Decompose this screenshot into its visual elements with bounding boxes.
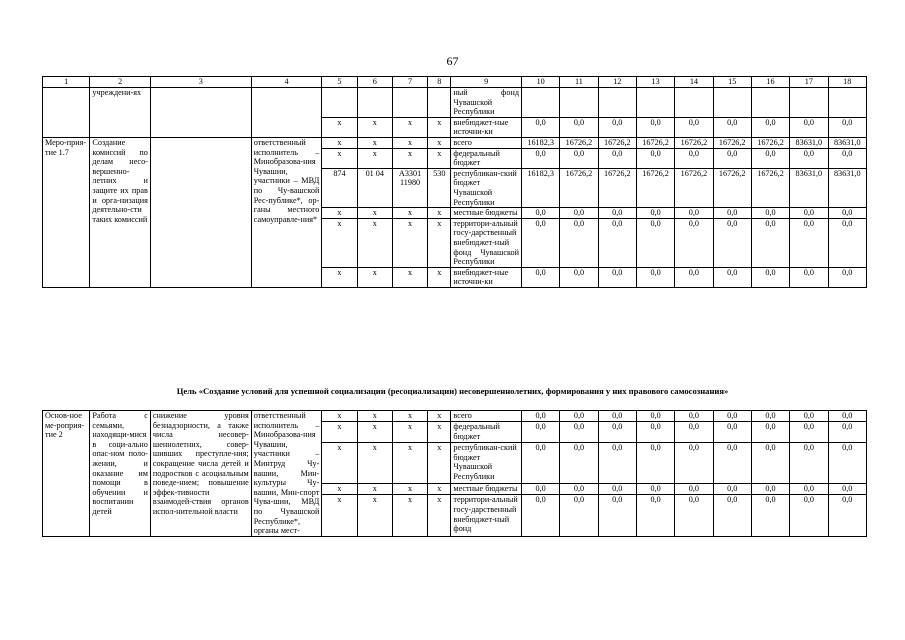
code-cell: 874 bbox=[322, 168, 357, 207]
value-cell: 0,0 bbox=[713, 484, 751, 495]
value-cell: 16182,3 bbox=[522, 137, 560, 148]
code-cell: x bbox=[428, 422, 451, 443]
code-cell: x bbox=[357, 148, 392, 168]
value-cell: 0,0 bbox=[751, 267, 789, 287]
results-cell bbox=[150, 137, 251, 287]
value-cell bbox=[522, 88, 560, 118]
value-cell: 0,0 bbox=[675, 267, 713, 287]
code-cell: x bbox=[428, 208, 451, 219]
value-cell: 0,0 bbox=[713, 443, 751, 484]
event-label-cell: Меро-прия-тие 1.7 bbox=[43, 137, 90, 287]
value-cell: 0,0 bbox=[751, 495, 789, 536]
code-cell: x bbox=[428, 137, 451, 148]
value-cell: 0,0 bbox=[828, 411, 867, 422]
value-cell: 0,0 bbox=[598, 148, 636, 168]
value-cell: 0,0 bbox=[751, 484, 789, 495]
code-cell: x bbox=[428, 117, 451, 137]
code-cell: x bbox=[392, 218, 427, 267]
code-cell: x bbox=[392, 411, 427, 422]
value-cell: 0,0 bbox=[636, 208, 674, 219]
header-cell: 18 bbox=[828, 77, 867, 88]
code-cell: x bbox=[357, 411, 392, 422]
code-cell: x bbox=[322, 422, 357, 443]
event-label-cell bbox=[43, 88, 90, 138]
value-cell: 0,0 bbox=[713, 495, 751, 536]
code-cell: x bbox=[428, 267, 451, 287]
source-cell: республикан-ский бюджет Чувашской Республики bbox=[451, 443, 522, 484]
value-cell bbox=[751, 88, 789, 118]
value-cell: 0,0 bbox=[828, 117, 867, 137]
event-label-cell: Основ-ное ме-роприя-тие 2 bbox=[43, 411, 90, 537]
code-cell: x bbox=[392, 443, 427, 484]
value-cell: 0,0 bbox=[828, 495, 867, 536]
value-cell: 0,0 bbox=[636, 218, 674, 267]
value-cell: 16182,3 bbox=[522, 168, 560, 207]
source-cell: ный фонд Чувашской Республики bbox=[451, 88, 522, 118]
code-cell: x bbox=[392, 267, 427, 287]
results-cell bbox=[150, 88, 251, 138]
value-cell: 83631,0 bbox=[790, 137, 828, 148]
value-cell: 0,0 bbox=[560, 148, 598, 168]
code-cell: x bbox=[392, 484, 427, 495]
results-cell: снижение уровня безнадзорности, а также числа несовер-шеннолетних, совер-шивших преступле-ния; сокращение числа детей и подростков с асоциальным поведе-нием; повышение эффек-тивности взаимодей-ствия органов испол-нительной власти bbox=[150, 411, 251, 537]
code-cell: x bbox=[392, 422, 427, 443]
value-cell: 0,0 bbox=[675, 422, 713, 443]
code-cell: x bbox=[428, 484, 451, 495]
header-cell: 11 bbox=[560, 77, 598, 88]
header-cell: 4 bbox=[251, 77, 322, 88]
code-cell bbox=[357, 88, 392, 118]
value-cell: 0,0 bbox=[713, 422, 751, 443]
value-cell: 0,0 bbox=[790, 422, 828, 443]
code-cell: x bbox=[357, 208, 392, 219]
value-cell: 0,0 bbox=[560, 117, 598, 137]
value-cell: 16726,2 bbox=[560, 168, 598, 207]
source-cell: внебюджет-ные источни-ки bbox=[451, 267, 522, 287]
value-cell bbox=[675, 88, 713, 118]
executor-cell: ответственный исполнитель – Минобразова-ния Чувашии, участники – МВД по Чу-вашской Рес-публике*, ор-ганы местного самоуправле-ния* bbox=[251, 137, 322, 287]
code-cell: x bbox=[357, 495, 392, 536]
source-cell: федеральный бюджет bbox=[451, 148, 522, 168]
code-cell: x bbox=[322, 137, 357, 148]
value-cell: 0,0 bbox=[598, 218, 636, 267]
header-cell: 2 bbox=[90, 77, 151, 88]
header-cell: 15 bbox=[713, 77, 751, 88]
value-cell: 0,0 bbox=[560, 218, 598, 267]
code-cell: x bbox=[428, 443, 451, 484]
value-cell: 0,0 bbox=[522, 422, 560, 443]
code-cell bbox=[322, 88, 357, 118]
value-cell: 0,0 bbox=[751, 148, 789, 168]
code-cell: x bbox=[428, 495, 451, 536]
value-cell: 0,0 bbox=[522, 208, 560, 219]
value-cell: 0,0 bbox=[675, 208, 713, 219]
source-cell: республикан-ский бюджет Чувашской Республики bbox=[451, 168, 522, 207]
value-cell: 0,0 bbox=[790, 484, 828, 495]
value-cell: 0,0 bbox=[636, 484, 674, 495]
value-cell: 0,0 bbox=[636, 422, 674, 443]
value-cell: 0,0 bbox=[790, 218, 828, 267]
value-cell: 0,0 bbox=[713, 267, 751, 287]
value-cell: 0,0 bbox=[598, 267, 636, 287]
value-cell: 16726,2 bbox=[598, 168, 636, 207]
code-cell: x bbox=[322, 495, 357, 536]
value-cell bbox=[636, 88, 674, 118]
code-cell: x bbox=[357, 484, 392, 495]
value-cell: 0,0 bbox=[675, 117, 713, 137]
header-cell: 10 bbox=[522, 77, 560, 88]
header-cell: 7 bbox=[392, 77, 427, 88]
code-cell: x bbox=[322, 117, 357, 137]
value-cell: 0,0 bbox=[560, 208, 598, 219]
value-cell: 0,0 bbox=[598, 208, 636, 219]
table-row bbox=[43, 88, 867, 118]
value-cell: 0,0 bbox=[636, 443, 674, 484]
value-cell: 16726,2 bbox=[598, 137, 636, 148]
value-cell: 0,0 bbox=[828, 443, 867, 484]
code-cell: x bbox=[357, 137, 392, 148]
value-cell: 0,0 bbox=[560, 484, 598, 495]
value-cell: 0,0 bbox=[675, 495, 713, 536]
code-cell: x bbox=[428, 411, 451, 422]
value-cell: 0,0 bbox=[751, 422, 789, 443]
code-cell: x bbox=[322, 443, 357, 484]
value-cell bbox=[713, 88, 751, 118]
code-cell: x bbox=[392, 495, 427, 536]
event-name-cell: Создание комиссий по делам несо-вершенно-летних и защите их прав и орга-низация деятельно-сти таких комиссий bbox=[90, 137, 151, 287]
value-cell bbox=[790, 88, 828, 118]
code-cell: x bbox=[322, 484, 357, 495]
value-cell: 0,0 bbox=[522, 148, 560, 168]
value-cell: 0,0 bbox=[675, 484, 713, 495]
code-cell: x bbox=[428, 218, 451, 267]
value-cell: 16726,2 bbox=[713, 168, 751, 207]
value-cell: 16726,2 bbox=[751, 168, 789, 207]
code-cell: А3301 11980 bbox=[392, 168, 427, 207]
code-cell bbox=[428, 88, 451, 118]
value-cell: 0,0 bbox=[522, 495, 560, 536]
source-cell: территори-альный госу-дарственный внебюджет-ный фонд bbox=[451, 495, 522, 536]
budget-table-lower bbox=[42, 410, 867, 537]
value-cell: 0,0 bbox=[636, 148, 674, 168]
value-cell: 0,0 bbox=[790, 208, 828, 219]
value-cell: 0,0 bbox=[828, 267, 867, 287]
value-cell bbox=[828, 88, 867, 118]
header-cell: 8 bbox=[428, 77, 451, 88]
value-cell: 0,0 bbox=[713, 117, 751, 137]
value-cell: 0,0 bbox=[790, 443, 828, 484]
column-number-row bbox=[43, 77, 867, 88]
value-cell: 0,0 bbox=[675, 411, 713, 422]
code-cell: x bbox=[322, 267, 357, 287]
value-cell: 0,0 bbox=[598, 495, 636, 536]
header-cell: 12 bbox=[598, 77, 636, 88]
value-cell: 0,0 bbox=[790, 411, 828, 422]
value-cell: 0,0 bbox=[522, 218, 560, 267]
source-cell: федеральный бюджет bbox=[451, 422, 522, 443]
value-cell: 0,0 bbox=[598, 411, 636, 422]
value-cell: 0,0 bbox=[522, 411, 560, 422]
value-cell bbox=[560, 88, 598, 118]
source-cell: местные бюджеты bbox=[451, 484, 522, 495]
executor-cell bbox=[251, 88, 322, 138]
header-cell: 17 bbox=[790, 77, 828, 88]
executor-cell: ответственный исполнитель – Минобразова-ния Чувашии, участники – Минтруд Чу-вашии, Мин-культуры Чу-вашии, Мин-спорт Чува-шии, МВД по Чувашской Республике*, органы мест- bbox=[251, 411, 322, 537]
value-cell: 0,0 bbox=[560, 422, 598, 443]
value-cell: 0,0 bbox=[598, 484, 636, 495]
value-cell: 83631,0 bbox=[790, 168, 828, 207]
value-cell: 0,0 bbox=[560, 443, 598, 484]
value-cell: 0,0 bbox=[522, 117, 560, 137]
value-cell: 0,0 bbox=[675, 148, 713, 168]
value-cell: 0,0 bbox=[598, 422, 636, 443]
value-cell: 0,0 bbox=[828, 208, 867, 219]
code-cell: x bbox=[357, 422, 392, 443]
code-cell: 01 04 bbox=[357, 168, 392, 207]
value-cell: 0,0 bbox=[675, 443, 713, 484]
value-cell: 0,0 bbox=[522, 484, 560, 495]
code-cell: x bbox=[392, 208, 427, 219]
page-number: 67 bbox=[446, 54, 459, 68]
value-cell: 83631,0 bbox=[828, 168, 867, 207]
code-cell: x bbox=[428, 148, 451, 168]
value-cell: 83631,0 bbox=[828, 137, 867, 148]
code-cell: x bbox=[322, 218, 357, 267]
value-cell: 0,0 bbox=[675, 218, 713, 267]
code-cell: x bbox=[357, 443, 392, 484]
source-cell: внебюджет-ные источни-ки bbox=[451, 117, 522, 137]
value-cell: 0,0 bbox=[828, 148, 867, 168]
value-cell: 0,0 bbox=[636, 495, 674, 536]
code-cell: x bbox=[392, 117, 427, 137]
value-cell: 16726,2 bbox=[560, 137, 598, 148]
value-cell: 0,0 bbox=[790, 117, 828, 137]
header-cell: 9 bbox=[451, 77, 522, 88]
source-cell: местные бюджеты bbox=[451, 208, 522, 219]
code-cell: x bbox=[357, 117, 392, 137]
event-name-cell: учреждени-ях bbox=[90, 88, 151, 138]
value-cell: 0,0 bbox=[751, 117, 789, 137]
value-cell: 0,0 bbox=[790, 267, 828, 287]
value-cell: 0,0 bbox=[828, 422, 867, 443]
value-cell: 0,0 bbox=[522, 443, 560, 484]
value-cell bbox=[598, 88, 636, 118]
value-cell: 0,0 bbox=[560, 267, 598, 287]
source-cell: всего bbox=[451, 411, 522, 422]
value-cell: 0,0 bbox=[828, 484, 867, 495]
value-cell: 0,0 bbox=[598, 443, 636, 484]
value-cell: 0,0 bbox=[522, 267, 560, 287]
value-cell: 0,0 bbox=[790, 495, 828, 536]
code-cell: x bbox=[357, 267, 392, 287]
value-cell: 0,0 bbox=[636, 117, 674, 137]
header-cell: 5 bbox=[322, 77, 357, 88]
value-cell: 0,0 bbox=[828, 218, 867, 267]
value-cell: 0,0 bbox=[751, 411, 789, 422]
value-cell: 16726,2 bbox=[675, 137, 713, 148]
source-cell: территори-альный госу-дарственный внебюджет-ный фонд Чувашской Республики bbox=[451, 218, 522, 267]
value-cell: 0,0 bbox=[636, 411, 674, 422]
value-cell: 0,0 bbox=[751, 208, 789, 219]
code-cell: x bbox=[392, 137, 427, 148]
value-cell: 0,0 bbox=[790, 148, 828, 168]
header-cell: 3 bbox=[150, 77, 251, 88]
code-cell: x bbox=[322, 208, 357, 219]
value-cell: 0,0 bbox=[751, 443, 789, 484]
code-cell: x bbox=[357, 218, 392, 267]
value-cell: 0,0 bbox=[636, 267, 674, 287]
code-cell bbox=[392, 88, 427, 118]
header-cell: 13 bbox=[636, 77, 674, 88]
value-cell: 0,0 bbox=[598, 117, 636, 137]
budget-table-upper bbox=[42, 76, 867, 288]
event-name-cell: Работа с семьями, находящи-мися в соци-ально опас-ном поло-жении, и оказание им помощи в обучении и воспитании детей bbox=[90, 411, 151, 537]
value-cell: 0,0 bbox=[713, 411, 751, 422]
code-cell: x bbox=[322, 148, 357, 168]
value-cell: 0,0 bbox=[560, 411, 598, 422]
value-cell: 0,0 bbox=[751, 218, 789, 267]
value-cell: 0,0 bbox=[560, 495, 598, 536]
code-cell: 530 bbox=[428, 168, 451, 207]
goal-heading: Цель «Создание условий для успешной социализации (ресоциализации) несовершеннолетних, формирования у них правового самосознания» bbox=[176, 386, 729, 396]
header-cell: 14 bbox=[675, 77, 713, 88]
value-cell: 16726,2 bbox=[751, 137, 789, 148]
header-cell: 16 bbox=[751, 77, 789, 88]
value-cell: 16726,2 bbox=[636, 168, 674, 207]
source-cell: всего bbox=[451, 137, 522, 148]
value-cell: 0,0 bbox=[713, 218, 751, 267]
header-cell: 6 bbox=[357, 77, 392, 88]
value-cell: 0,0 bbox=[713, 208, 751, 219]
value-cell: 16726,2 bbox=[636, 137, 674, 148]
value-cell: 0,0 bbox=[713, 148, 751, 168]
value-cell: 16726,2 bbox=[675, 168, 713, 207]
table-row bbox=[43, 411, 867, 422]
value-cell: 16726,2 bbox=[713, 137, 751, 148]
table-row bbox=[43, 137, 867, 148]
code-cell: x bbox=[322, 411, 357, 422]
code-cell: x bbox=[392, 148, 427, 168]
header-cell: 1 bbox=[43, 77, 90, 88]
